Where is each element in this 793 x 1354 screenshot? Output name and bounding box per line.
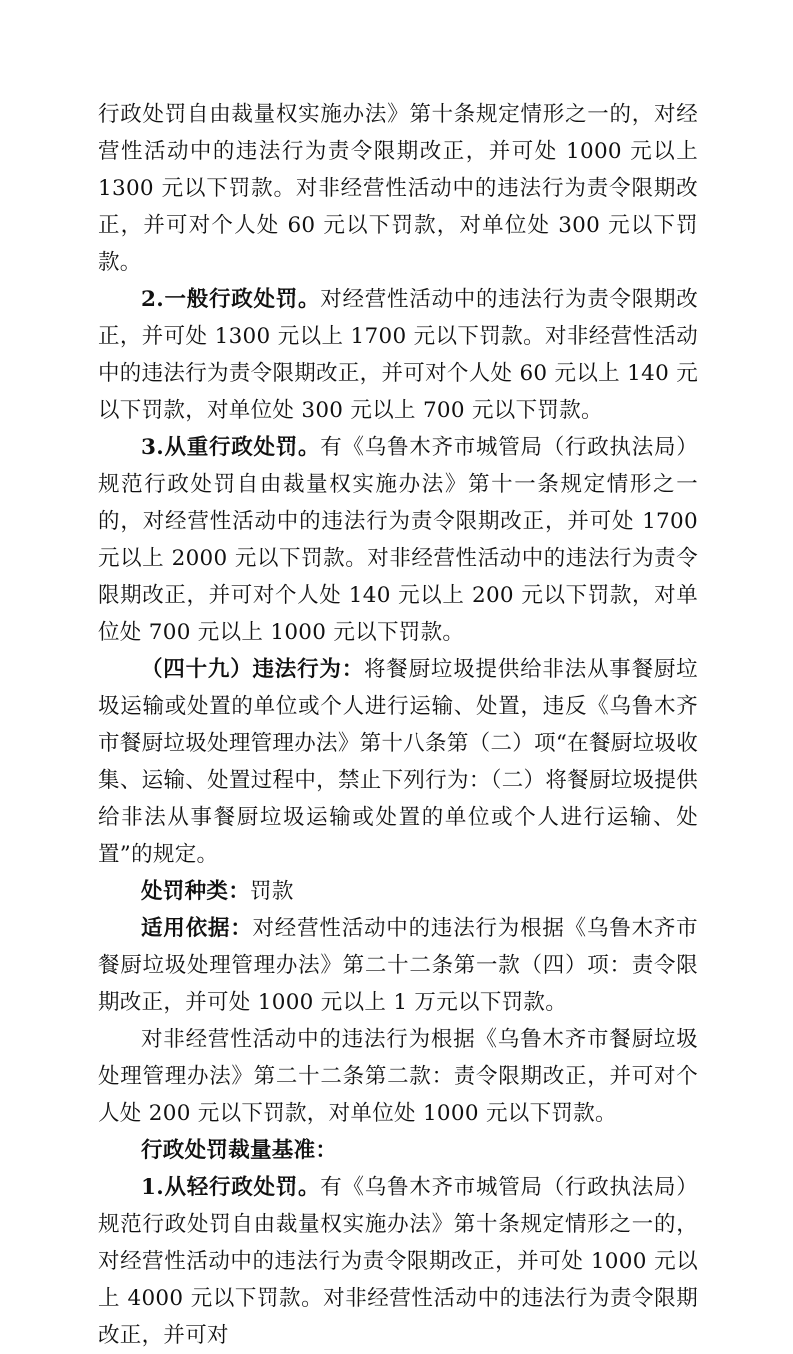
paragraph-text: 对非经营性活动中的违法行为根据《乌鲁木齐市餐厨垃圾处理管理办法》第二十二条第二款：责令限期改正，并可对个人处 200 元以下罚款，对单位处 1000 元以下罚款。 xyxy=(98,1027,698,1126)
paragraph-text: 有《乌鲁木齐市城管局（行政执法局）规范行政处罚自由裁量权实施办法》第十条规定情形之一的，对经营性活动中的违法行为责令限期改正，并可处 1000 元以上 4000 元以下罚款。对非经营性活动中的违法行为责令限期改正，并可对 xyxy=(98,1175,698,1348)
paragraph-text: 有《乌鲁木齐市城管局（行政执法局）规范行政处罚自由裁量权实施办法》第十一条规定情形之一的，对经营性活动中的违法行为责令限期改正，并可处 1700 元以上 2000 元以下罚款。对非经营性活动中的违法行为责令限期改正，并可对个人处 140 元以上 200 元以下罚款，对单位处 700 元以上 1000 元以下罚款。 xyxy=(98,435,698,645)
paragraph-text: 对经营性活动中的违法行为责令限期改正，并可处 1300 元以上 1700 元以下罚款。对非经营性活动中的违法行为责令限期改正，并可对个人处 60 元以上 140 元以下罚款，对单位处 300 元以上 700 元以下罚款。 xyxy=(98,287,698,423)
document-page xyxy=(98,96,698,1354)
paragraph-discretion-standard-heading xyxy=(98,1132,698,1169)
paragraph-lead: （四十九）违法行为： xyxy=(141,657,364,682)
paragraph-lead: 1.从轻行政处罚。 xyxy=(141,1175,321,1200)
paragraph-lead: 处罚种类： xyxy=(141,879,251,904)
paragraph-text: 对经营性活动中的违法行为根据《乌鲁木齐市餐厨垃圾处理管理办法》第二十二条第一款（四）项：责令限期改正，并可处 1000 元以上 1 万元以下罚款。 xyxy=(98,916,698,1015)
paragraph-lead: 行政处罚裁量基准： xyxy=(141,1138,338,1163)
paragraph-lead: 2.一般行政处罚。 xyxy=(141,287,321,312)
paragraph-violation-49 xyxy=(98,651,698,873)
paragraph-text: 行政处罚自由裁量权实施办法》第十条规定情形之一的，对经营性活动中的违法行为责令限期改正，并可处 1000 元以上 1300 元以下罚款。对非经营性活动中的违法行为责令限期改正，并可对个人处 60 元以下罚款，对单位处 300 元以下罚款。 xyxy=(98,102,698,275)
paragraph-text: 将餐厨垃圾提供给非法从事餐厨垃圾运输或处置的单位或个人进行运输、处置，违反《乌鲁木齐市餐厨垃圾处理管理办法》第十八条第（二）项“在餐厨垃圾收集、运输、处置过程中，禁止下列行为：（二）将餐厨垃圾提供给非法从事餐厨垃圾运输或处置的单位或个人进行运输、处置”的规定。 xyxy=(98,657,698,867)
paragraph-lead: 适用依据： xyxy=(141,916,253,941)
paragraph-non-commercial-basis xyxy=(98,1021,698,1132)
paragraph-penalty-continuation xyxy=(98,96,698,281)
paragraph-text: 罚款 xyxy=(250,879,294,904)
paragraph-heavier-penalty xyxy=(98,429,698,651)
paragraph-general-penalty xyxy=(98,281,698,429)
paragraph-lead: 3.从重行政处罚。 xyxy=(141,435,321,460)
paragraph-penalty-type xyxy=(98,873,698,910)
paragraph-lighter-penalty xyxy=(98,1169,698,1354)
paragraph-legal-basis xyxy=(98,910,698,1021)
